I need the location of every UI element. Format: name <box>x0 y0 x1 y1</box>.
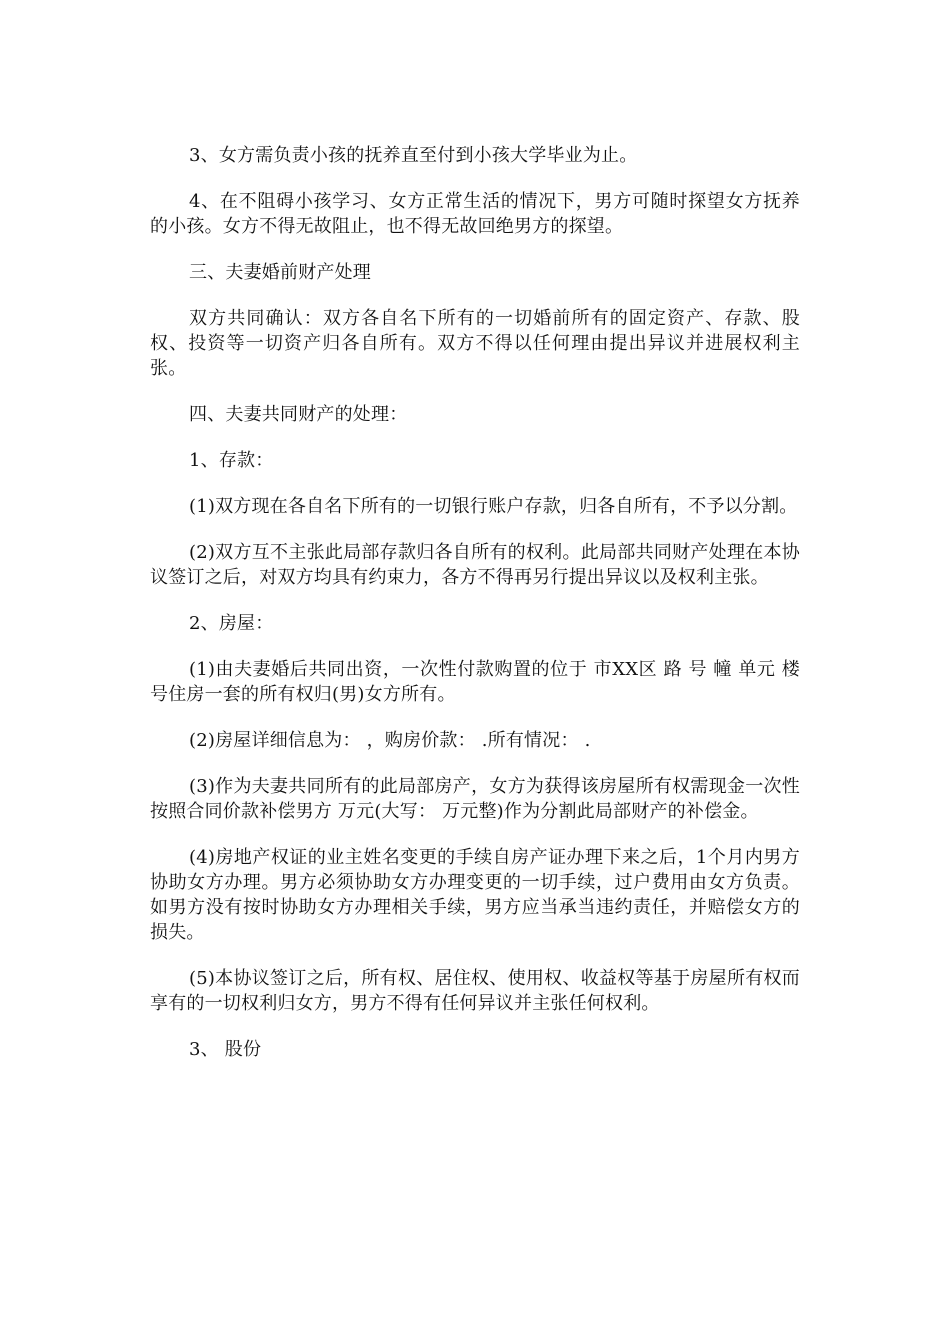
subheading-shares: 3、 股份 <box>189 1039 262 1060</box>
subheading-deposits: 1、存款： <box>189 450 274 471</box>
document-body <box>150 143 800 1083</box>
clause-child-upbringing: 3、女方需负责小孩的抚养直至付到小孩大学毕业为止。 <box>189 145 638 166</box>
clause-deposits-2: (2)双方互不主张此局部存款归各自所有的权利。此局部共同财产处理在本协议签订之后，对双方均具有约束力，各方不得再另行提出异议以及权利主张。 <box>150 542 800 588</box>
section-heading-premarital-property: 三、夫妻婚前财产处理 <box>189 262 371 283</box>
clause-house-5: (5)本协议签订之后，所有权、居住权、使用权、收益权等基于房屋所有权而享有的一切权利归女方，男方不得有任何异议并主张任何权利。 <box>150 968 800 1014</box>
section-heading-joint-property: 四、夫妻共同财产的处理： <box>189 404 408 425</box>
clause-visitation: 4、在不阻碍小孩学习、女方正常生活的情况下，男方可随时探望女方抚养的小孩。女方不得无故阻止，也不得无故回绝男方的探望。 <box>150 191 800 237</box>
clause-premarital-property: 双方共同确认：双方各自名下所有的一切婚前所有的固定资产、存款、股权、投资等一切资产归各自所有。双方不得以任何理由提出异议并进展权利主张。 <box>150 308 800 379</box>
clause-house-2: (2)房屋详细信息为： ，购房价款： .所有情况： . <box>189 730 591 751</box>
clause-house-1: (1)由夫妻婚后共同出资，一次性付款购置的位于 市XX区 路 号 幢 单元 楼 号住房一套的所有权归(男)女方所有。 <box>150 659 800 705</box>
clause-deposits-1: (1)双方现在各自名下所有的一切银行账户存款，归各自所有，不予以分割。 <box>189 496 798 517</box>
subheading-house: 2、房屋： <box>189 613 274 634</box>
clause-house-3: (3)作为夫妻共同所有的此局部房产，女方为获得该房屋所有权需现金一次性按照合同价款补偿男方 万元(大写： 万元整)作为分割此局部财产的补偿金。 <box>150 776 800 822</box>
clause-house-4: (4)房地产权证的业主姓名变更的手续自房产证办理下来之后，1个月内男方协助女方办理。男方必须协助女方办理变更的一切手续，过户费用由女方负责。如男方没有按时协助女方办理相关手续，男方应当承当违约责任，并赔偿女方的损失。 <box>150 847 800 943</box>
